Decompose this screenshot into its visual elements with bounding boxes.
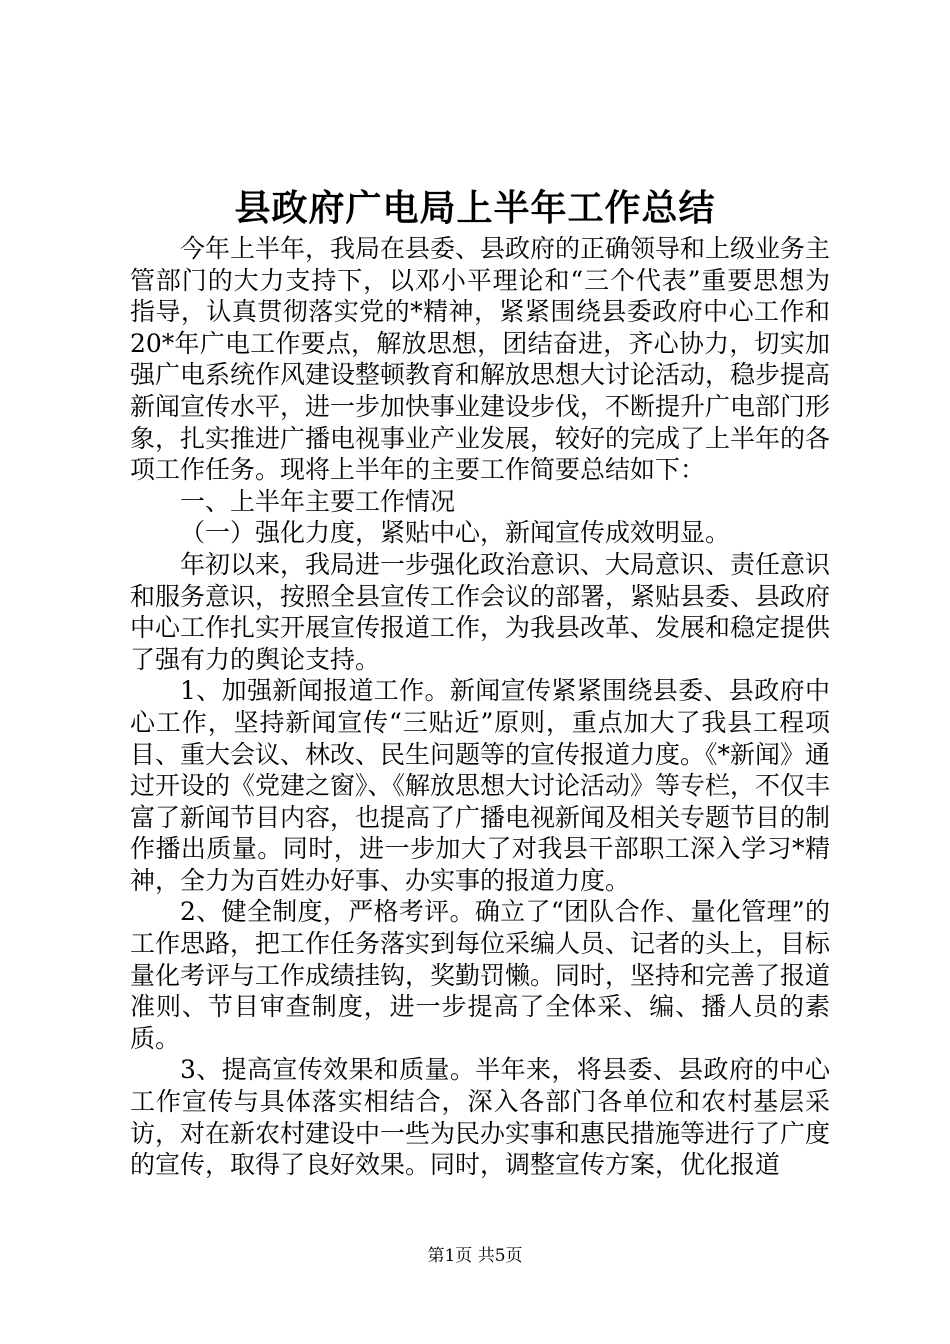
paragraph-intro: 今年上半年，我局在县委、县政府的正确领导和上级业务主管部门的大力支持下，以邓小平理论和“三个代表”重要思想为指导，认真贯彻落实党的*精神，紧紧围绕县委政府中心工作和20*年广电工作要点，解放思想，团结奋进，齐心协力，切实加强广电系统作风建设整顿教育和解放思想大讨论活动，稳步提高新闻宣传水平，进一步加快事业建设步伐，不断提升广电部门形象，扎实推进广播电视事业产业发展，较好的完成了上半年的各项工作任务。现将上半年的主要工作简要总结如下： — [130, 234, 831, 485]
document-title: 县政府广电局上半年工作总结 — [234, 187, 716, 229]
paragraph-item-3: 3、提高宣传效果和质量。半年来，将县委、县政府的中心工作宣传与具体落实相结合，深入各部门各单位和农村基层采访，对在新农村建设中一些为民办实事和惠民措施等进行了广度的宣传，取得了良好效果。同时，调整宣传方案，优化报道 — [130, 1055, 831, 1180]
document-body — [130, 233, 830, 1181]
subsection-heading-1: （一）强化力度，紧贴中心，新闻宣传成效明显。 — [180, 518, 731, 548]
paragraph-item-1: 1、加强新闻报道工作。新闻宣传紧紧围绕县委、县政府中心工作，坚持新闻宣传“三贴近”原则，重点加大了我县工程项目、重大会议、林改、民生问题等的宣传报道力度。《*新闻》通过开设的《党建之窗》、《解放思想大讨论活动》等专栏，不仅丰富了新闻节目内容，也提高了广播电视新闻及相关专题节目的制作播出质量。同时，进一步加大了对我县干部职工深入学习*精神，全力为百姓办好事、办实事的报道力度。 — [130, 676, 831, 895]
page-footer: 第1页 共5页 — [427, 1246, 523, 1266]
paragraph-overview: 年初以来，我局进一步强化政治意识、大局意识、责任意识和服务意识，按照全县宣传工作会议的部署，紧贴县委、县政府中心工作扎实开展宣传报道工作，为我县改革、发展和稳定提供了强有力的舆论支持。 — [130, 549, 831, 674]
paragraph-item-2: 2、健全制度，严格考评。确立了“团队合作、量化管理”的工作思路，把工作任务落实到每位采编人员、记者的头上，目标量化考评与工作成绩挂钩，奖勤罚懒。同时，坚持和完善了报道准则、节目审查制度，进一步提高了全体采、编、播人员的素质。 — [130, 897, 831, 1053]
section-heading-1: 一、上半年主要工作情况 — [180, 486, 456, 516]
